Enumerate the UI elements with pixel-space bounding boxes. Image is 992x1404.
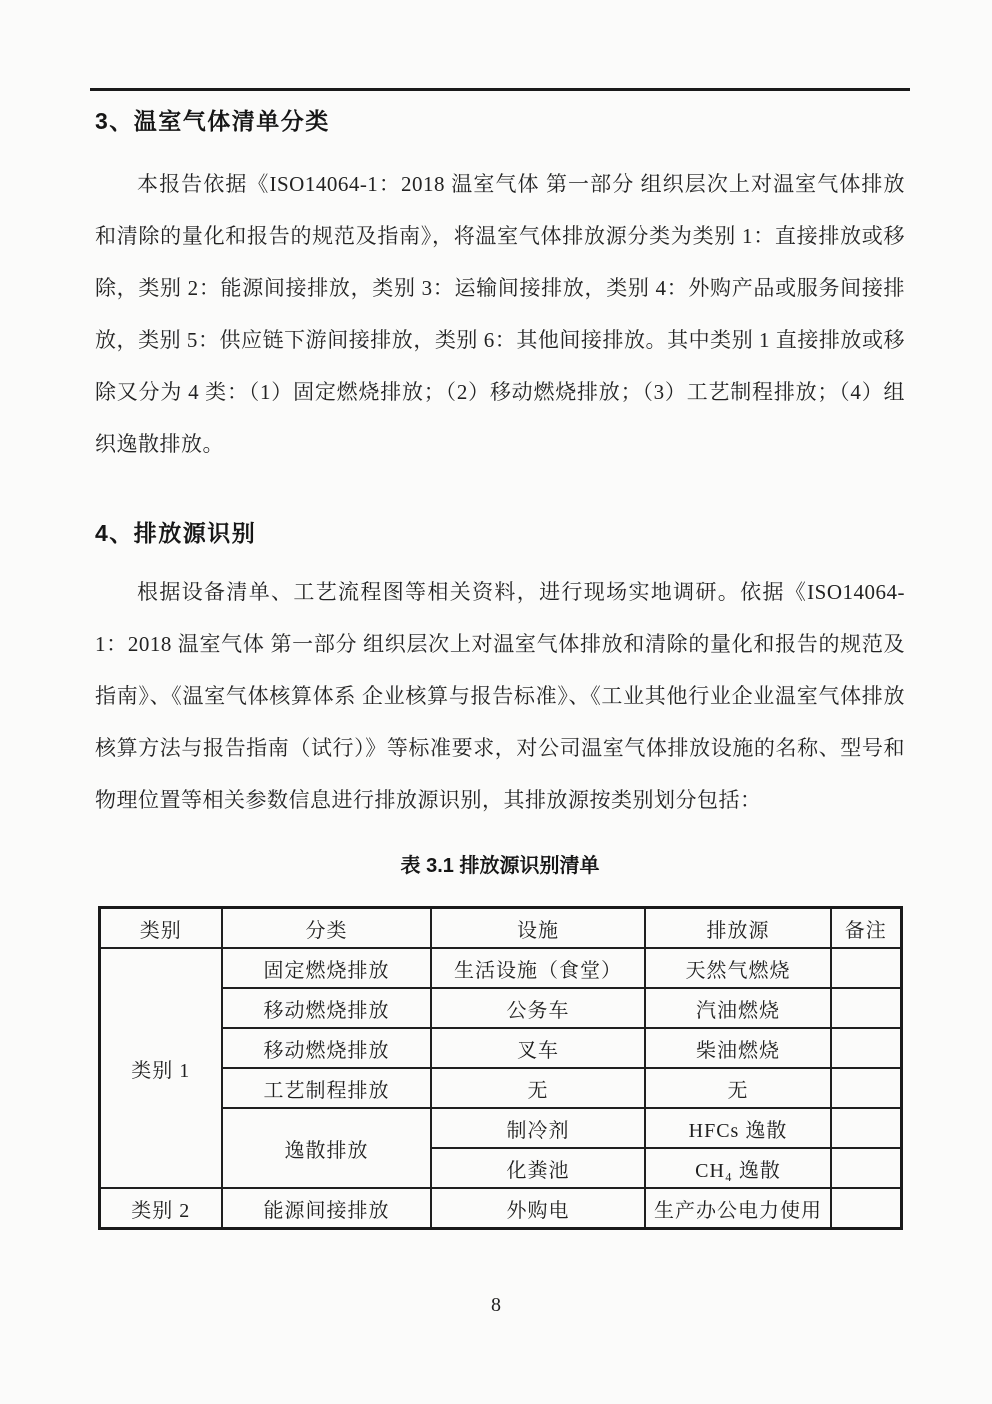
column-header-emission-source: 排放源 [645,908,831,949]
column-header-facility: 设施 [431,908,645,949]
cell-category-2: 类别 2 [99,1188,222,1229]
section-heading-4: 4、排放源识别 [95,520,257,546]
section-4-paragraph: 根据设备清单、工艺流程图等相关资料，进行现场实地调研。依据《ISO14064-1：2018 温室气体 第一部分 组织层次上对温室气体排放和清除的量化和报告的规范及指南》、《温室气体核算体系 企业核算与报告标准》、《工业其他行业企业温室气体排放核算方法与报告指南（试行）》等标准要求，对公司温室气体排放设施的名称、型号和物理位置等相关参数信息进行排放源识别，其排放源按类别划分包括： [95,580,905,812]
cell-facility: 生活设施（食堂） [431,948,645,988]
cell-emission-source: 天然气燃烧 [645,948,831,988]
cell-facility: 制冷剂 [431,1108,645,1148]
cell-facility: 化粪池 [431,1148,645,1188]
emission-source-table [98,906,903,1230]
cell-emission-source: CH₄ 逸散 [645,1148,831,1188]
cell-classification: 工艺制程排放 [222,1068,431,1108]
cell-remarks [831,948,901,988]
table-header-row [99,908,901,949]
section-3-paragraph: 本报告依据《ISO14064-1：2018 温室气体 第一部分 组织层次上对温室气体排放和清除的量化和报告的规范及指南》，将温室气体排放源分类为类别 1：直接排放或移除，类别 2：能源间接排放，类别 3：运输间接排放，类别 4：外购产品或服务间接排放，类别 5：供应链下游间接排放，类别 6：其他间接排放。其中类别 1 直接排放或移除又分为 4 类：（1）固定燃烧排放；（2）移动燃烧排放；（3）工艺制程排放；（4）组织逸散排放。 [95,172,905,456]
column-header-remarks: 备注 [831,908,901,949]
table-row [99,948,901,988]
cell-remarks [831,988,901,1028]
cell-facility: 公务车 [431,988,645,1028]
cell-classification-fugitive: 逸散排放 [222,1108,431,1188]
cell-emission-source: HFCs 逸散 [645,1108,831,1148]
table-caption: 表 3.1 排放源识别清单 [400,855,600,877]
header-divider-rule [90,88,910,91]
cell-facility: 无 [431,1068,645,1108]
section-heading-3: 3、温室气体清单分类 [95,108,330,134]
cell-facility: 叉车 [431,1028,645,1068]
cell-emission-source: 汽油燃烧 [645,988,831,1028]
cell-facility: 外购电 [431,1188,645,1229]
cell-emission-source: 无 [645,1068,831,1108]
table-row [99,1188,901,1229]
cell-emission-source: 柴油燃烧 [645,1028,831,1068]
cell-remarks [831,1028,901,1068]
cell-classification: 固定燃烧排放 [222,948,431,988]
cell-classification: 移动燃烧排放 [222,1028,431,1068]
cell-classification: 能源间接排放 [222,1188,431,1229]
cell-category-1: 类别 1 [99,948,222,1188]
cell-emission-source: 生产办公电力使用 [645,1188,831,1229]
column-header-classification: 分类 [222,908,431,949]
cell-remarks [831,1188,901,1229]
cell-remarks [831,1108,901,1148]
column-header-category: 类别 [99,908,222,949]
page-content [95,106,905,1230]
cell-remarks [831,1068,901,1108]
page-number: 8 [491,1294,501,1316]
cell-remarks [831,1148,901,1188]
cell-classification: 移动燃烧排放 [222,988,431,1028]
